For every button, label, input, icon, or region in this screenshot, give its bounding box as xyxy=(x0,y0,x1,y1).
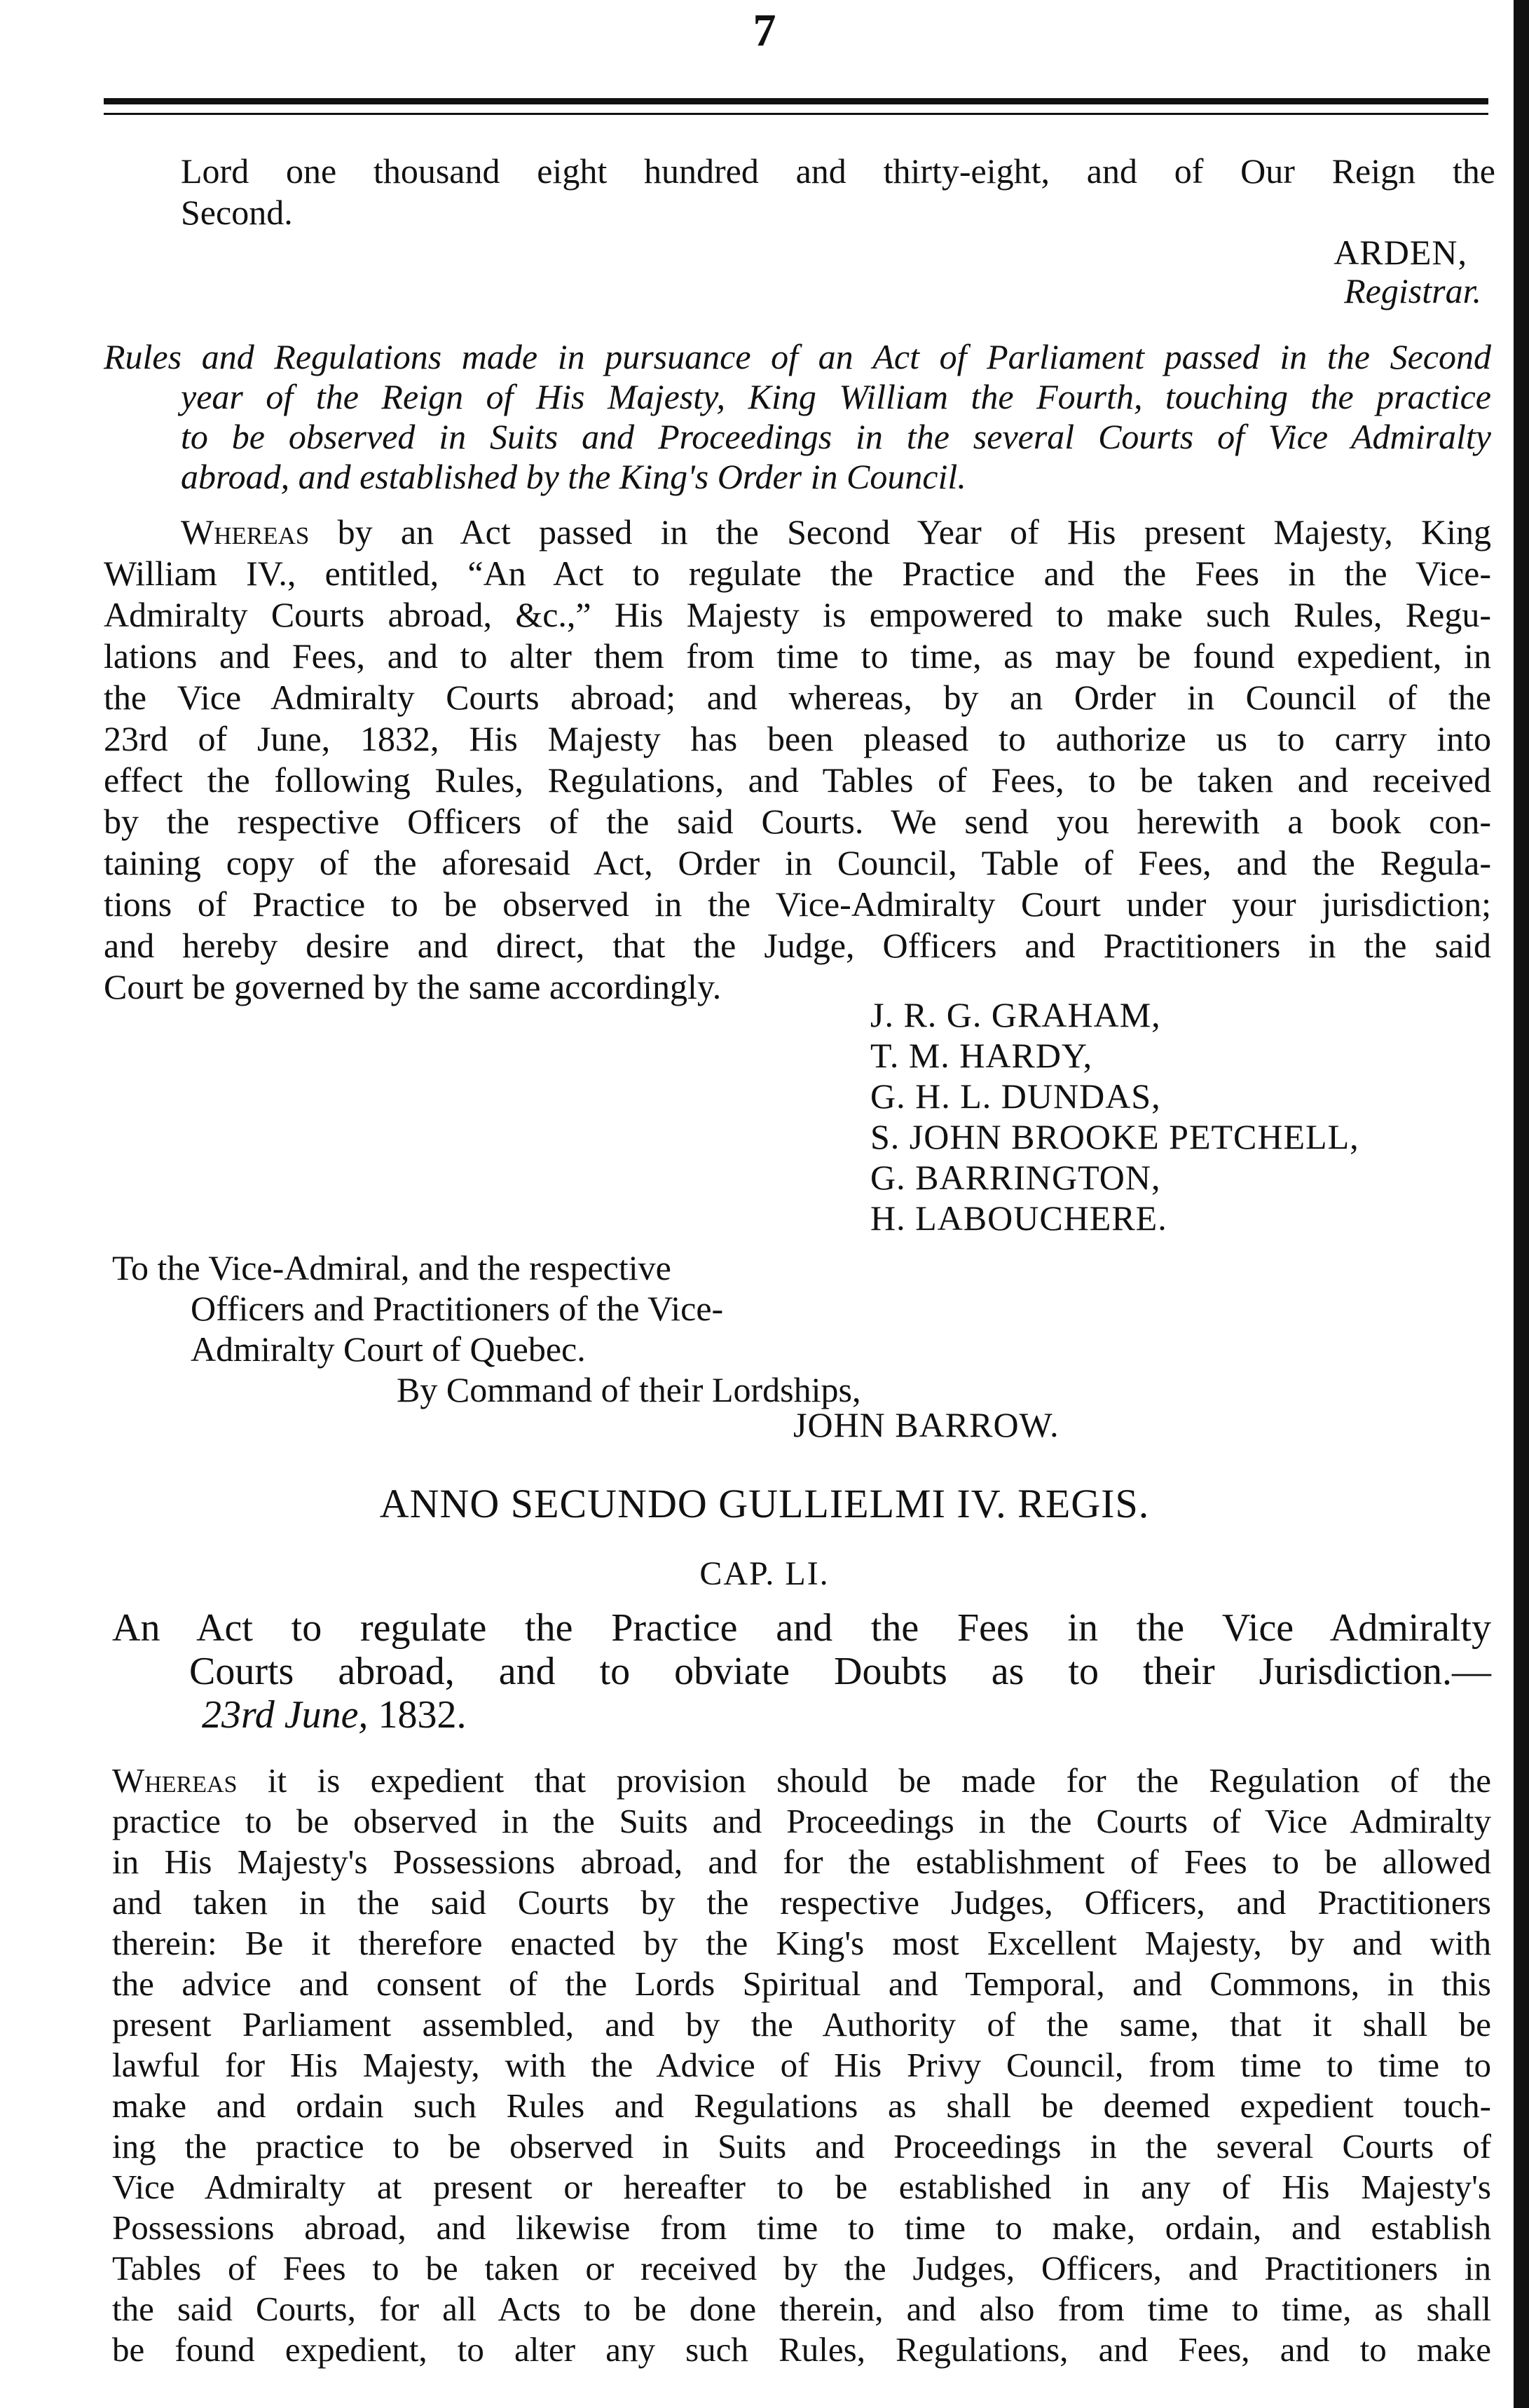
act-body-line: it is expedient that provision should be made for the Regulation of the xyxy=(237,1761,1491,1800)
paragraph-line: tions of Practice to be observed in the Vice-Admiralty Court under your jurisdiction; xyxy=(104,884,1491,924)
act-body-line: make and ordain such Rules and Regulations as shall be deemed expedient touch- xyxy=(112,2086,1491,2125)
act-body-line: ing the practice to be observed in Suits and Proceedings in the several Courts of xyxy=(112,2127,1491,2166)
act-body-line: and taken in the said Courts by the respective Judges, Officers, and Practitioners xyxy=(112,1883,1491,1922)
addressee-line: Admiralty Court of Quebec. xyxy=(191,1329,586,1369)
header-rule-thick xyxy=(104,98,1488,104)
act-description xyxy=(112,1606,1491,1737)
act-body-line: lawful for His Majesty, with the Advice of His Privy Council, from time to time to xyxy=(112,2046,1491,2084)
paragraph-line: 23rd of June, 1832, His Majesty has been pleased to authorize us to carry into xyxy=(104,719,1491,758)
chapter-heading: CAP. LI. xyxy=(699,1555,830,1592)
act-body-line: in His Majesty's Possessions abroad, and for the establishment of Fees to be allowed xyxy=(112,1842,1491,1881)
paragraph-line: effect the following Rules, Regulations, and Tables of Fees, to be taken and received xyxy=(104,760,1491,800)
act-description-line: An Act to regulate the Practice and the Fees in the Vice Admiralty xyxy=(112,1606,1491,1650)
paragraph-line: by an Act passed in the Second Year of His present Majesty, King xyxy=(309,512,1491,552)
scan-edge-border xyxy=(1514,0,1529,2408)
signatory: J. R. G. GRAHAM, xyxy=(870,995,1161,1034)
act-body-line: Possessions abroad, and likewise from time to time to make, ordain, and establish xyxy=(112,2208,1491,2247)
act-body-line: the said Courts, for all Acts to be done therein, and also from time to time, as shall xyxy=(112,2290,1491,2328)
rules-heading xyxy=(104,337,1491,497)
signatory: H. LABOUCHERE. xyxy=(870,1198,1167,1238)
whereas-paragraph xyxy=(104,512,1491,1008)
rules-heading-line: abroad, and established by the King's Order in Council. xyxy=(181,457,966,496)
paragraph-line: the Vice Admiralty Courts abroad; and whereas, by an Order in Council of the xyxy=(104,678,1491,717)
signatory: G. H. L. DUNDAS, xyxy=(870,1076,1161,1116)
signoff-title: Registrar. xyxy=(1344,271,1481,310)
signatory: S. JOHN BROOKE PETCHELL, xyxy=(870,1117,1359,1156)
act-date: 23rd June, xyxy=(202,1693,369,1737)
act-body xyxy=(112,1760,1491,2370)
act-body-line: be found expedient, to alter any such Rules, Regulations, and Fees, and to make xyxy=(112,2330,1491,2369)
rules-heading-line: to be observed in Suits and Proceedings in the several Courts of Vice Admiralty xyxy=(181,417,1491,456)
addressee xyxy=(112,1247,883,1369)
paragraph-line: Court be governed by the same accordingly. xyxy=(104,967,722,1006)
act-body-lead: Whereas xyxy=(112,1761,238,1800)
act-year: 1832. xyxy=(368,1693,467,1737)
paragraph-line: and hereby desire and direct, that the Judge, Officers and Practitioners in the said xyxy=(104,926,1491,965)
signatory: G. BARRINGTON, xyxy=(870,1158,1161,1197)
act-description-line: Courts abroad, and to obviate Doubts as to their Jurisdiction.— xyxy=(189,1650,1491,1693)
act-body-line: present Parliament assembled, and by the Authority of the same, that it shall be xyxy=(112,2005,1491,2044)
rules-heading-line: Rules and Regulations made in pursuance of an Act of Parliament passed in the Second xyxy=(104,337,1491,376)
act-body-line: therein: Be it therefore enacted by the King's most Excellent Majesty, by and with xyxy=(112,1924,1491,1962)
page-number: 7 xyxy=(753,5,776,56)
rules-heading-line: year of the Reign of His Majesty, King William the Fourth, touching the practice xyxy=(181,377,1491,416)
paragraph-line: Admiralty Courts abroad, &c.,” His Majesty is empowered to make such Rules, Regu- xyxy=(104,595,1491,634)
addressee-line: To the Vice-Admiral, and the respective xyxy=(112,1248,671,1287)
signatory: T. M. HARDY, xyxy=(870,1036,1093,1075)
signoff-name: ARDEN, xyxy=(1333,233,1467,272)
paragraph-line: William IV., entitled, “An Act to regulate the Practice and the Fees in the Vice- xyxy=(104,554,1491,593)
whereas-lead: Whereas xyxy=(181,512,310,552)
header-rule-thin xyxy=(104,113,1488,115)
continuation-line: Second. xyxy=(181,193,293,232)
continuation-line: Lord one thousand eight hundred and thirty-eight, and of Our Reign the xyxy=(181,151,1495,191)
act-body-line: Tables of Fees to be taken or received by the Judges, Officers, and Practitioners in xyxy=(112,2249,1491,2287)
command-signatory: JOHN BARROW. xyxy=(793,1405,1060,1444)
act-title: ANNO SECUNDO GULLIELMI IV. REGIS. xyxy=(379,1481,1150,1526)
continuation-text xyxy=(181,151,1495,233)
act-body-line: practice to be observed in the Suits and Proceedings in the Courts of Vice Admiralty xyxy=(112,1802,1491,1840)
paragraph-line: lations and Fees, and to alter them from time to time, as may be found expedient, in xyxy=(104,636,1491,676)
addressee-line: Officers and Practitioners of the Vice- xyxy=(191,1289,724,1328)
paragraph-line: taining copy of the aforesaid Act, Order in Council, Table of Fees, and the Regula- xyxy=(104,843,1491,882)
act-body-line: the advice and consent of the Lords Spiritual and Temporal, and Commons, in this xyxy=(112,1964,1491,2003)
command-line: By Command of their Lordships, xyxy=(397,1370,861,1409)
paragraph-line: by the respective Officers of the said Courts. We send you herewith a book con- xyxy=(104,802,1491,841)
act-body-line: Vice Admiralty at present or hereafter to be established in any of His Majesty's xyxy=(112,2168,1491,2206)
